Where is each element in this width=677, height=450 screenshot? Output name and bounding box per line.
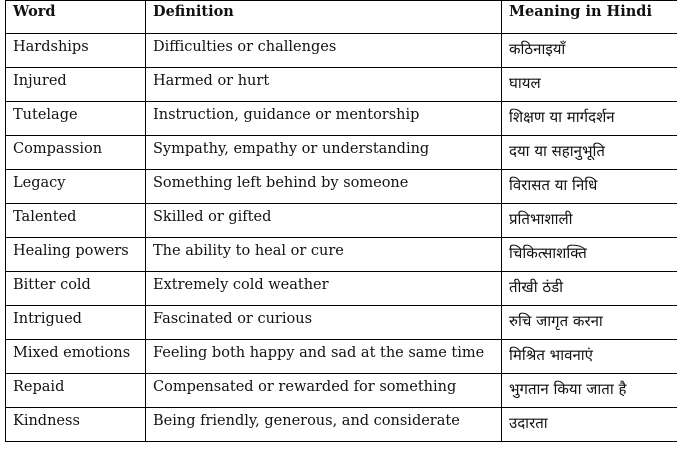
cell-hindi: उदारता — [502, 408, 677, 442]
cell-definition: Harmed or hurt — [146, 68, 502, 102]
cell-definition: Extremely cold weather — [146, 272, 502, 306]
table-header-row — [6, 1, 677, 34]
cell-word: Legacy — [6, 170, 146, 204]
cell-definition: Sympathy, empathy or understanding — [146, 136, 502, 170]
cell-hindi: घायल — [502, 68, 677, 102]
column-header-definition: Definition — [146, 1, 502, 34]
cell-hindi: दया या सहानुभूति — [502, 136, 677, 170]
table-row — [6, 238, 677, 272]
cell-hindi: भुगतान किया जाता है — [502, 374, 677, 408]
cell-hindi: मिश्रित भावनाएं — [502, 340, 677, 374]
cell-definition: Instruction, guidance or mentorship — [146, 102, 502, 136]
cell-definition: Difficulties or challenges — [146, 34, 502, 68]
table-row — [6, 374, 677, 408]
column-header-hindi: Meaning in Hindi — [502, 1, 677, 34]
column-header-word: Word — [6, 1, 146, 34]
cell-definition: Something left behind by someone — [146, 170, 502, 204]
table-row — [6, 340, 677, 374]
cell-word: Healing powers — [6, 238, 146, 272]
cell-definition: Fascinated or curious — [146, 306, 502, 340]
cell-word: Hardships — [6, 34, 146, 68]
cell-hindi: विरासत या निधि — [502, 170, 677, 204]
cell-word: Tutelage — [6, 102, 146, 136]
cell-definition: The ability to heal or cure — [146, 238, 502, 272]
vocabulary-table — [5, 0, 677, 442]
cell-hindi: चिकित्साशक्ति — [502, 238, 677, 272]
table-row — [6, 170, 677, 204]
table-row — [6, 408, 677, 442]
cell-word: Compassion — [6, 136, 146, 170]
table-row — [6, 272, 677, 306]
table-row — [6, 34, 677, 68]
cell-definition: Compensated or rewarded for something — [146, 374, 502, 408]
cell-hindi: प्रतिभाशाली — [502, 204, 677, 238]
table-row — [6, 102, 677, 136]
cell-definition: Being friendly, generous, and considerate — [146, 408, 502, 442]
cell-hindi: रुचि जागृत करना — [502, 306, 677, 340]
cell-word: Repaid — [6, 374, 146, 408]
table-row — [6, 68, 677, 102]
cell-word: Mixed emotions — [6, 340, 146, 374]
cell-word: Bitter cold — [6, 272, 146, 306]
cell-hindi: तीखी ठंडी — [502, 272, 677, 306]
cell-hindi: कठिनाइयाँ — [502, 34, 677, 68]
cell-word: Injured — [6, 68, 146, 102]
cell-word: Intrigued — [6, 306, 146, 340]
cell-word: Kindness — [6, 408, 146, 442]
table-row — [6, 204, 677, 238]
cell-hindi: शिक्षण या मार्गदर्शन — [502, 102, 677, 136]
table-row — [6, 306, 677, 340]
cell-definition: Feeling both happy and sad at the same time — [146, 340, 502, 374]
table-row — [6, 136, 677, 170]
cell-word: Talented — [6, 204, 146, 238]
cell-definition: Skilled or gifted — [146, 204, 502, 238]
